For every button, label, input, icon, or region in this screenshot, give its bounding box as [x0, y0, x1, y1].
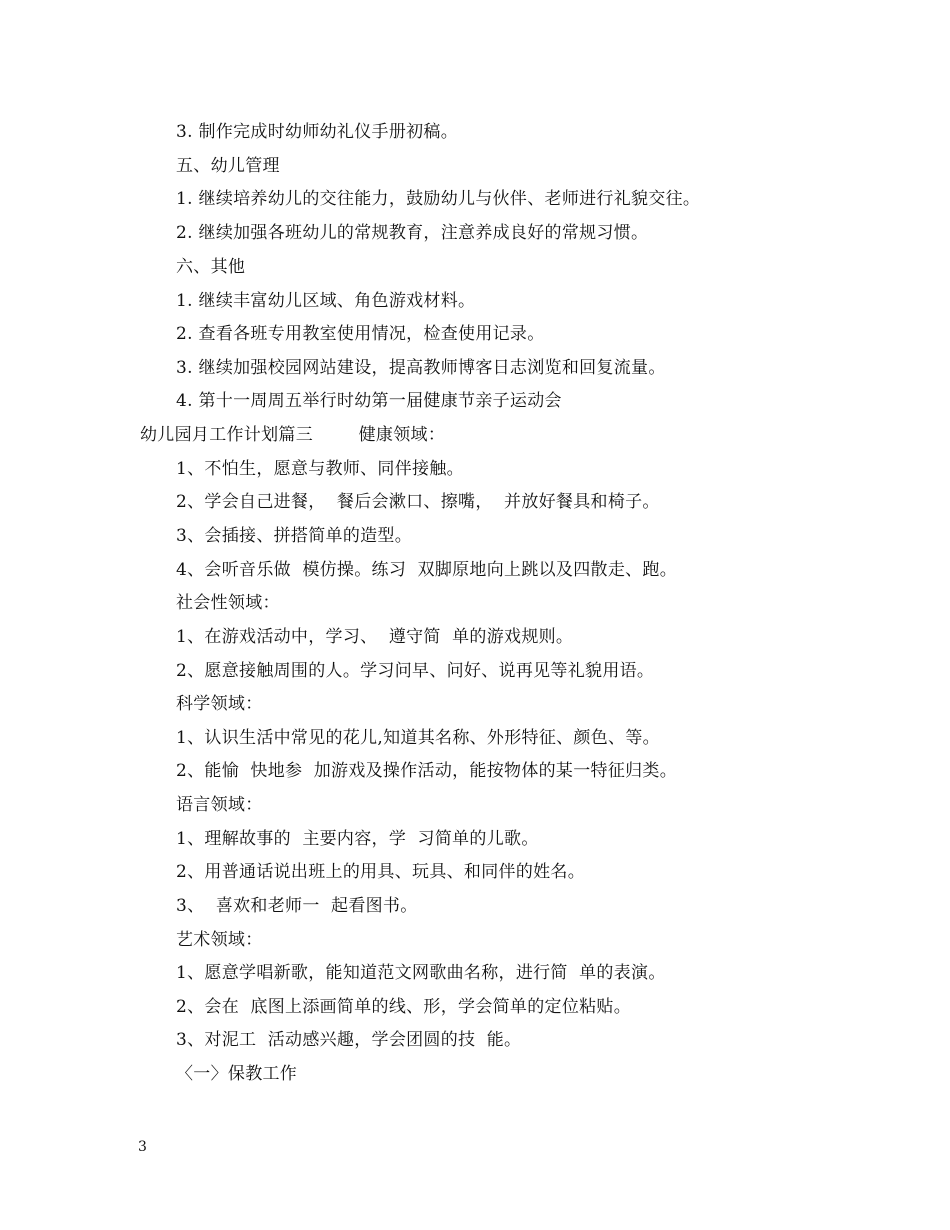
text-line: 1. 继续培养幼儿的交往能力，鼓励幼儿与伙伴、老师进行礼貌交往。: [176, 189, 701, 209]
section-heading: 六、其他: [176, 257, 246, 277]
page-number: 3: [138, 1139, 147, 1155]
section-heading: 五、幼儿管理: [176, 156, 280, 176]
text-line: 3. 制作完成时幼师幼礼仪手册初稿。: [176, 122, 459, 142]
section-heading: 〈一〉保教工作: [176, 1064, 298, 1084]
text-line: 4. 第十一周周五举行时幼第一届健康节亲子运动会: [176, 391, 562, 411]
text-line: 3. 继续加强校园网站建设，提高教师博客日志浏览和回复流量。: [176, 358, 666, 378]
text-line: 3、对泥工 活动感兴趣，学会团圆的技 能。: [176, 1030, 522, 1050]
text-line: 2、学会自己进餐， 餐后会漱口、擦嘴， 并放好餐具和椅子。: [176, 492, 660, 512]
text-line: 2、用普通话说出班上的用具、玩具、和同伴的姓名。: [176, 862, 586, 882]
section-heading: 艺术领域：: [176, 930, 263, 950]
text-line: 2、会在 底图上添画简单的线、形，学会简单的定位粘贴。: [176, 997, 632, 1017]
text-line: 3、会插接、拼搭简单的造型。: [176, 526, 413, 546]
text-line: 1. 继续丰富幼儿区域、角色游戏材料。: [176, 291, 476, 311]
text-line: 1、在游戏活动中，学习、 遵守简 单的游戏规则。: [176, 627, 574, 647]
text-line: 4、会听音乐做 模仿操。练习 双脚原地向上跳以及四散走、跑。: [176, 560, 678, 580]
text-line: 1、愿意学唱新歌，能知道范文网歌曲名称，进行简 单的表演。: [176, 963, 666, 983]
text-line: 2、能愉 快地参 加游戏及操作活动，能按物体的某一特征归类。: [176, 761, 678, 781]
text-line: 1、不怕生，愿意与教师、同伴接触。: [176, 459, 464, 479]
text-line: 1、认识生活中常见的花儿,知道其名称、外形特征、颜色、等。: [176, 728, 660, 748]
chapter-heading: 幼儿园月工作计划篇三 健康领域：: [140, 425, 446, 445]
text-line: 2. 继续加强各班幼儿的常规教育，注意养成良好的常规习惯。: [176, 223, 649, 243]
section-heading: 科学领域：: [176, 694, 263, 714]
text-line: 3、 喜欢和老师一 起看图书。: [176, 896, 418, 916]
text-line: 1、理解故事的 主要内容，学 习简单的儿歌。: [176, 829, 539, 849]
text-line: 2、愿意接触周围的人。学习问早、问好、说再见等礼貌用语。: [176, 661, 655, 681]
section-heading: 社会性领域：: [176, 593, 280, 613]
section-heading: 语言领域：: [176, 795, 263, 815]
text-line: 2. 查看各班专用教室使用情况，检查使用记录。: [176, 324, 545, 344]
